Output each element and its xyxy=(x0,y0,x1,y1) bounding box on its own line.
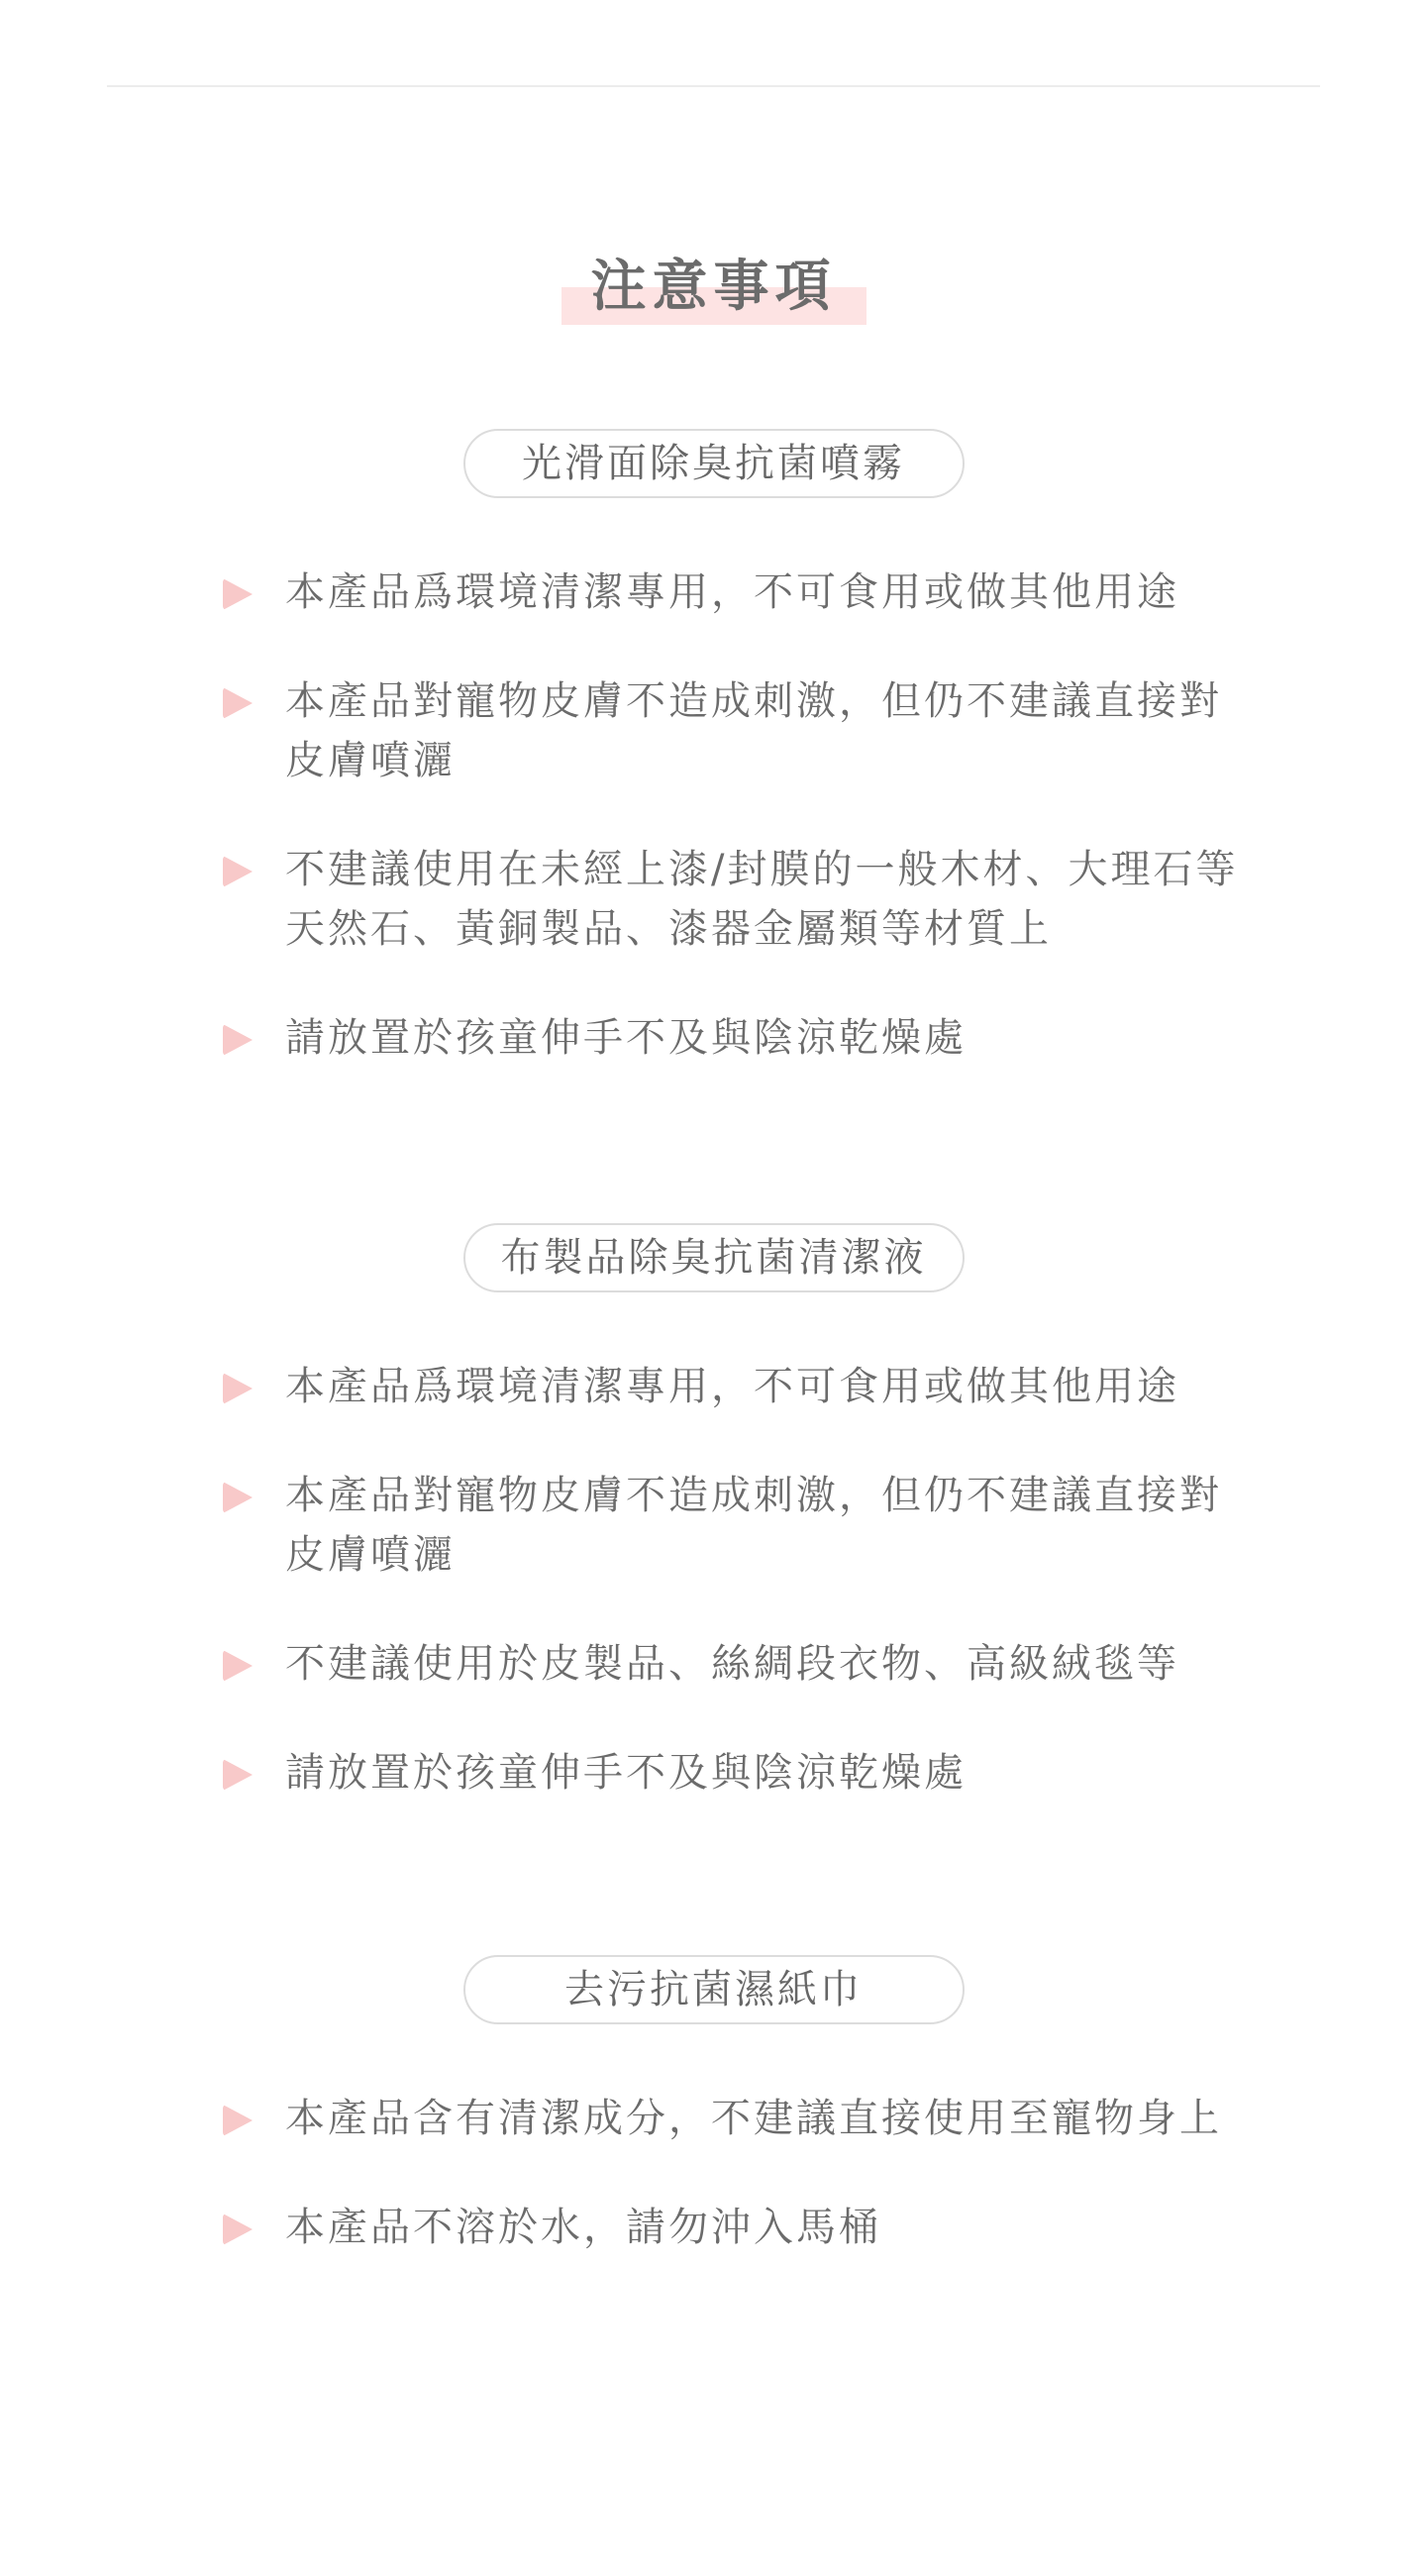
title-wrap xyxy=(0,248,1427,327)
triangle-bullet-icon xyxy=(223,856,253,887)
section-fabric-cleaner xyxy=(0,1223,1427,1796)
list-item-text: 請放置於孩童伸手不及與陰涼乾燥處 xyxy=(285,1750,967,1796)
top-divider xyxy=(107,85,1320,87)
triangle-bullet-icon xyxy=(223,687,253,719)
list-item-text: 本產品爲環境清潔專用，不可食用或做其他用途 xyxy=(285,1364,1179,1409)
list-item xyxy=(220,1743,1250,1803)
notice-list xyxy=(220,563,1250,1068)
list-item-text: 不建議使用在未經上漆/封膜的一般木材、大理石等天然石、黃銅製品、漆器金屬類等材質上 xyxy=(285,847,1239,952)
triangle-bullet-icon xyxy=(223,1373,253,1404)
section-heading-pill: 去污抗菌濕紙巾 xyxy=(463,1955,965,2024)
page-title: 注意事項 xyxy=(561,248,866,327)
list-item xyxy=(220,840,1250,959)
triangle-bullet-icon xyxy=(223,578,253,610)
list-item xyxy=(220,2089,1250,2148)
list-item-text: 本產品對寵物皮膚不造成刺激，但仍不建議直接對皮膚噴灑 xyxy=(285,678,1222,783)
list-item xyxy=(220,1357,1250,1416)
list-item-text: 不建議使用於皮製品、絲綢段衣物、高級絨毯等 xyxy=(285,1641,1179,1687)
list-item-text: 本產品爲環境清潔專用，不可食用或做其他用途 xyxy=(285,569,1179,615)
list-item xyxy=(220,671,1250,790)
notice-list xyxy=(220,2089,1250,2257)
triangle-bullet-icon xyxy=(223,1759,253,1791)
section-wet-wipes xyxy=(0,1955,1427,2250)
triangle-bullet-icon xyxy=(223,2105,253,2136)
section-heading-pill: 布製品除臭抗菌清潔液 xyxy=(463,1223,965,1292)
section-heading-pill: 光滑面除臭抗菌噴霧 xyxy=(463,429,965,498)
list-item xyxy=(220,2198,1250,2257)
list-item xyxy=(220,1466,1250,1585)
triangle-bullet-icon xyxy=(223,2214,253,2245)
list-item xyxy=(220,1008,1250,1068)
list-item xyxy=(220,563,1250,622)
section-glossy-spray xyxy=(0,429,1427,1061)
triangle-bullet-icon xyxy=(223,1482,253,1513)
triangle-bullet-icon xyxy=(223,1024,253,1056)
list-item xyxy=(220,1634,1250,1694)
notice-list xyxy=(220,1357,1250,1803)
list-item-text: 請放置於孩童伸手不及與陰涼乾燥處 xyxy=(285,1015,967,1061)
list-item-text: 本產品含有清潔成分，不建議直接使用至寵物身上 xyxy=(285,2096,1222,2141)
list-item-text: 本產品不溶於水，請勿沖入馬桶 xyxy=(285,2205,881,2250)
list-item-text: 本產品對寵物皮膚不造成刺激，但仍不建議直接對皮膚噴灑 xyxy=(285,1473,1222,1578)
triangle-bullet-icon xyxy=(223,1650,253,1682)
